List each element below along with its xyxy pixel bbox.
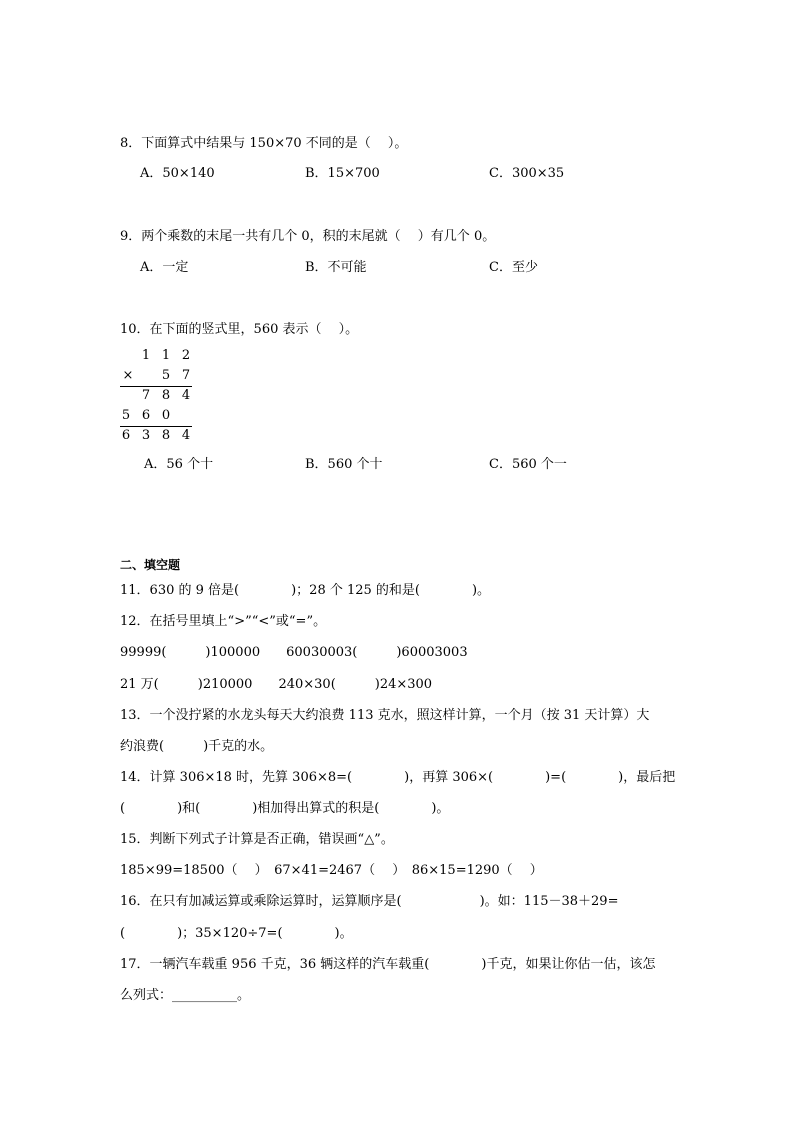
q9-option-a: A．一定 — [140, 260, 189, 275]
digit: 5 — [121, 408, 131, 423]
question-13: 13．一个没拧紧的水龙头每天大约浪费 113 克水，照这样计算，一个月（按 31 天计算）大 — [120, 708, 650, 723]
digit: 6 — [121, 428, 131, 443]
question-8: 8．下面算式中结果与 150×70 不同的是（ ）。 — [120, 136, 408, 151]
question-17: 17．一辆汽车载重 956 千克，36 辆这样的汽车载重( )千克，如果让你估一估，该怎 — [120, 957, 656, 972]
compare-row-2: 21 万( )210000 240×30( )24×300 — [120, 677, 433, 692]
vertical-row-3 — [120, 386, 200, 406]
question-12: 12．在括号里填上“>”“<”或“=”。 — [120, 614, 327, 629]
q9-option-c: C．至少 — [489, 260, 538, 275]
digit: 4 — [181, 428, 191, 443]
digit: 4 — [181, 388, 191, 403]
section-2-title: 二、填空题 — [120, 558, 181, 572]
q8-option-c: C．300×35 — [489, 166, 565, 181]
digit: 5 — [161, 368, 171, 383]
q10-option-c: C．560 个一 — [489, 457, 567, 472]
vertical-row-1 — [120, 346, 200, 366]
vertical-multiplication — [120, 346, 200, 446]
question-9: 9．两个乘数的末尾一共有几个 0，积的末尾就（ ）有几个 0。 — [120, 229, 496, 244]
digit: 6 — [141, 408, 151, 423]
question-16-cont: ( )；35×120÷7=( )。 — [120, 926, 353, 941]
digit: 0 — [161, 408, 171, 423]
q10-option-b: B．560 个十 — [305, 457, 383, 472]
question-14-cont: ( )和( )相加得出算式的积是( )。 — [120, 801, 450, 816]
question-11: 11．630 的 9 倍是( )；28 个 125 的和是( )。 — [120, 583, 491, 598]
digit: 8 — [161, 388, 171, 403]
q8-option-a: A．50×140 — [140, 166, 215, 181]
question-10: 10．在下面的竖式里，560 表示（ ）。 — [120, 322, 359, 337]
q10-option-a: A．56 个十 — [144, 457, 214, 472]
digit: 8 — [161, 428, 171, 443]
question-14: 14．计算 306×18 时，先算 306×8=( )，再算 306×( )=( )，最后把 — [120, 770, 676, 785]
digit: 1 — [141, 348, 151, 363]
vertical-row-4 — [120, 406, 200, 426]
question-17-cont: 么列式：__________。 — [120, 988, 251, 1003]
digit: 3 — [141, 428, 151, 443]
digit: 2 — [181, 348, 191, 363]
q9-option-b: B．不可能 — [305, 260, 367, 275]
digit: 1 — [161, 348, 171, 363]
question-13-cont: 约浪费( )千克的水。 — [120, 739, 274, 754]
multiply-sign: × — [122, 368, 134, 383]
question-15: 15．判断下列式子计算是否正确，错误画“△”。 — [120, 832, 394, 847]
question-16: 16．在只有加减运算或乘除运算时，运算顺序是( )。如：115－38＋29= — [120, 894, 619, 909]
question-15-items: 185×99=18500（ ） 67×41=2467（ ） 86×15=1290（ ） — [120, 863, 543, 878]
q8-option-b: B．15×700 — [305, 166, 380, 181]
vertical-row-5 — [120, 426, 200, 446]
digit: 7 — [181, 368, 191, 383]
vertical-row-2 — [120, 366, 200, 386]
compare-row-1: 99999( )100000 60030003( )60003003 — [120, 645, 468, 660]
digit: 7 — [141, 388, 151, 403]
